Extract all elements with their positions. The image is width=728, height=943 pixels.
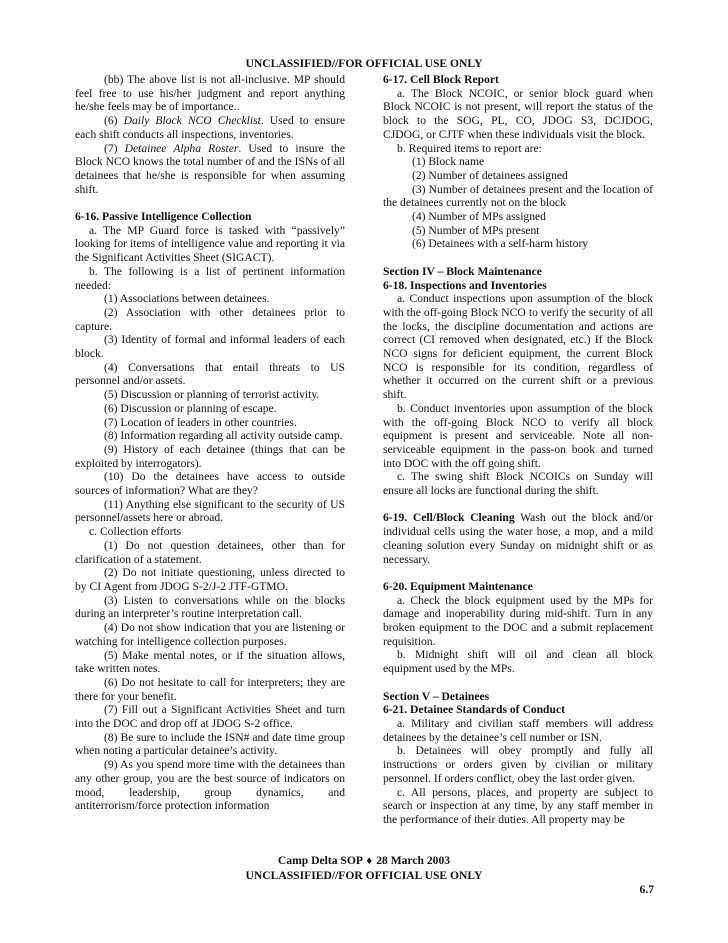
page-number: 6.7	[639, 883, 654, 896]
paragraph-6-16-b: b. The following is a list of pertinent information needed:	[75, 264, 345, 292]
section-heading-6-16: 6-16. Passive Intelligence Collection	[75, 210, 252, 224]
list-item: (7) Fill out a Significant Activities Sheet and turn into the DOC and drop off at JDOG S-2 office.	[75, 703, 345, 731]
section-heading-6-20: 6-20. Equipment Maintenance	[383, 579, 533, 593]
list-item: (5) Number of MPs present	[412, 223, 540, 237]
list-item: (9) History of each detainee (things that can be exploited by interrogators).	[75, 442, 345, 470]
paragraph-6-18-c: c. The swing shift Block NCOICs on Sunday will ensure all locks are functional during the shift.	[383, 470, 653, 498]
section-iv-heading: Section IV – Block Maintenance	[383, 264, 542, 278]
list-item: (1) Associations between detainees.	[104, 292, 270, 306]
paragraph-6-16-c: c. Collection efforts	[89, 525, 182, 539]
list-item: (1) Block name	[412, 155, 485, 169]
list-item: (10) Do the detainees have access to outside sources of information? What are they?	[75, 470, 345, 498]
paragraph-item-7: (7) Detainee Alpha Roster. Used to insure the Block NCO knows the total number of and the ISNs of all detainees that he/she is responsible for when assuming shift.	[75, 141, 345, 196]
section-v-heading: Section V – Detainees	[383, 689, 490, 703]
list-item: (3) Number of detainees present and the location of the detainees currently not on the block	[383, 182, 653, 210]
paragraph-6-16-a: a. The MP Guard force is tasked with “passively” looking for items of intelligence value and reporting it via the Significant Activities Sheet (SIGACT).	[75, 223, 345, 265]
list-item: (9) As you spend more time with the detainees than any other group, you are the best source of indicators on mood, leadership, group dynamics, and antiterrorism/force protection information	[75, 758, 345, 813]
list-item: (4) Do not show indication that you are listening or watching for intelligence collection purposes.	[75, 621, 345, 648]
paragraph-6-21-c: c. All persons, places, and property are subject to search or inspection at any time, by any staff member in the performance of their duties. All property may be	[383, 785, 653, 826]
diamond-separator-icon: ♦	[365, 857, 374, 867]
checklist-title: Daily Block NCO Checklist	[123, 114, 261, 128]
list-item: (5) Discussion or planning of terrorist activity.	[104, 388, 320, 402]
roster-title: Detainee Alpha Roster	[124, 141, 239, 155]
paragraph-6-20-b: b. Midnight shift will oil and clean all block equipment used by the MPs.	[383, 648, 653, 676]
section-heading-6-19: 6-19. Cell/Block Cleaning	[383, 511, 515, 525]
paragraph-6-21-a: a. Military and civilian staff members will address detainees by the detainee’s cell number or ISN.	[383, 716, 653, 744]
section-heading-6-18: 6-18. Inspections and Inventories	[383, 278, 547, 292]
list-item: (4) Number of MPs assigned	[412, 210, 546, 224]
paragraph-6-18-b: b. Conduct inventories upon assumption of the block with the off-going Block NCO to verify all block equipment is present and serviceable. Note all non-serviceable equipment in the pass-on book and turned into DOC with the off going shift.	[383, 401, 653, 470]
paragraph-6-20-a: a. Check the block equipment used by the MPs for damage and inoperability during mid-shift. Turn in any broken equipment to the DOC and a submit replacement requisition.	[383, 593, 653, 648]
left-column	[75, 73, 345, 813]
classification-header: UNCLASSIFIED//FOR OFFICIAL USE ONLY	[245, 57, 483, 70]
list-item: (7) Location of leaders in other countries.	[104, 415, 297, 429]
right-column	[383, 73, 653, 827]
list-item: (6) Discussion or planning of escape.	[104, 401, 277, 415]
paragraph-item-6: (6) Daily Block NCO Checklist. Used to ensure each shift conducts all inspections, inventories.	[75, 114, 346, 141]
paragraph-bb: (bb) The above list is not all-inclusive. MP should feel free to use his/her judgment and report anything he/she feels may be of importance..	[75, 73, 345, 114]
page-footer	[0, 854, 728, 883]
paragraph-6-21-b: b. Detainees will obey promptly and fully all instructions or orders given by civilian or military personnel. If orders conflict, obey the last order given.	[383, 744, 653, 785]
footer-classification: UNCLASSIFIED//FOR OFFICIAL USE ONLY	[245, 869, 483, 882]
list-item: (2) Number of detainees assigned	[412, 168, 568, 182]
list-item: (2) Do not initiate questioning, unless directed to by CI Agent from JDOG S-2/J-2 JTF-GTMO.	[75, 566, 345, 593]
list-item: (5) Make mental notes, or if the situation allows, take written notes.	[75, 648, 345, 676]
list-item: (3) Identity of formal and informal leaders of each block.	[75, 333, 345, 361]
list-item: (1) Do not question detainees, other than for clarification of a statement.	[75, 538, 345, 566]
section-heading-6-21: 6-21. Detainee Standards of Conduct	[383, 703, 565, 717]
list-item: (3) Listen to conversations while on the blocks during an interpreter’s routine interpretation call.	[75, 593, 345, 621]
footer-title: Camp Delta SOP ♦ 28 March 2003	[277, 854, 451, 867]
list-item: (6) Detainees with a self-harm history	[412, 237, 589, 251]
paragraph-6-17-b: b. Required items to report are:	[397, 141, 542, 155]
paragraph-6-17-a: a. The Block NCOIC, or senior block guard when Block NCOIC is not present, will report the status of the block to the SOG, PL, CO, JDOG S3, DCJDOG, CJDOG, or CJTF when these individuals visit the block.	[383, 86, 653, 141]
list-item: (2) Association with other detainees prior to capture.	[75, 305, 345, 333]
paragraph-6-19: 6-19. Cell/Block Cleaning Wash out the block and/or individual cells using the water hose, a mop, and a mild cleaning solution every Sunday on midnight shift or as necessary.	[383, 511, 653, 566]
list-item: (6) Do not hesitate to call for interpreters; they are there for your benefit.	[75, 675, 345, 703]
list-item: (11) Anything else significant to the security of US personnel/assets here or abroad.	[75, 497, 345, 525]
list-item: (8) Be sure to include the ISN# and date time group when noting a particular detainee’s activity.	[75, 730, 345, 758]
list-item: (4) Conversations that entail threats to US personnel and/or assets.	[75, 360, 345, 388]
paragraph-6-18-a: a. Conduct inspections upon assumption of the block with the off-going Block NCO to verify the security of all the locks, the discipline documentation and actions are correct (CI removed when designated, etc.) If the Block NCO signs for deficient equipment, the current Block NCO is responsible for its condition, regardless of whether it occurred on the current shift or a previous shift.	[383, 292, 653, 402]
list-item: (8) Information regarding all activity outside camp.	[104, 429, 343, 443]
section-heading-6-17: 6-17. Cell Block Report	[383, 73, 499, 86]
